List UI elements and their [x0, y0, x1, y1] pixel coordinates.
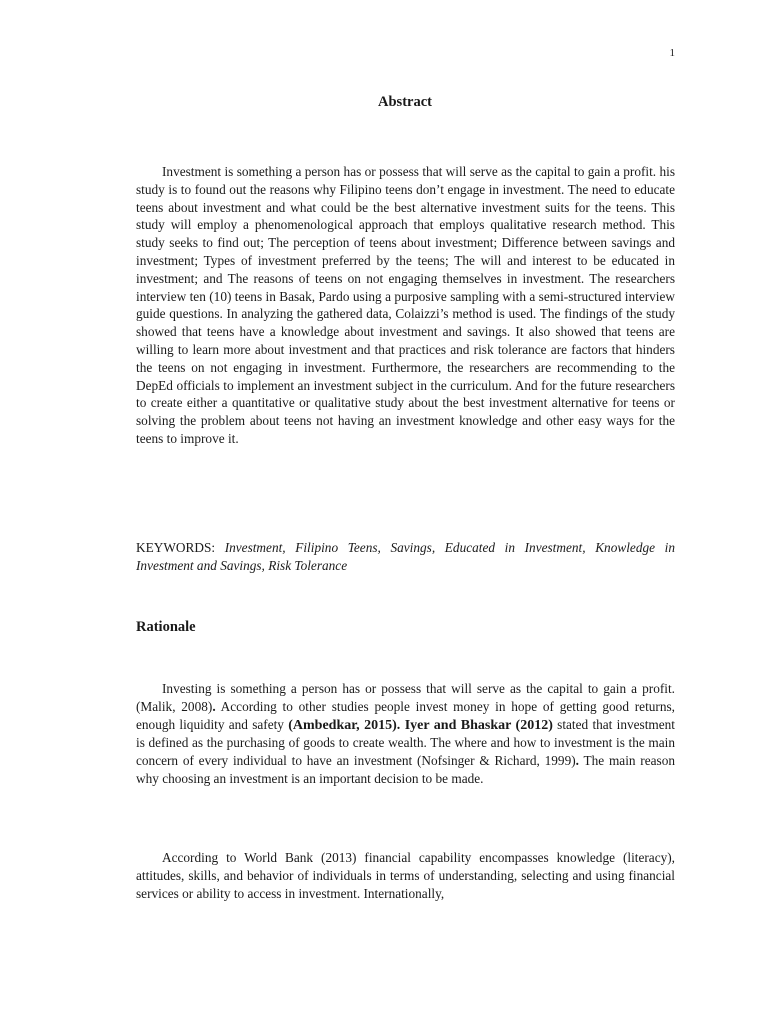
- rationale-p1-part-d: The main reason why choosing an investment is an important decision to be made.: [136, 753, 675, 786]
- keywords-line: [136, 539, 675, 575]
- abstract-heading: Abstract: [378, 94, 432, 110]
- rationale-p1-part-c: stated that investment is defined as the purchasing of goods to create wealth. The where and how to investment is the main concern of every individual to have an investment (Nofsinger & Richard, 1999): [136, 716, 675, 769]
- rationale-p1-period-2: .: [575, 753, 579, 769]
- rationale-paragraph-1: [136, 680, 675, 788]
- rationale-p1-part-a: Investing is something a person has or possess that will serve as the capital to gain a profit. (Malik, 2008): [136, 681, 675, 714]
- rationale-p1-period-1: .: [212, 698, 216, 714]
- keywords-label: KEYWORDS:: [136, 540, 225, 555]
- keywords-terms: Investment, Filipino Teens, Savings, Educated in Investment, Knowledge in Investment and Savings, Risk Tolerance: [136, 540, 675, 573]
- rationale-p1-part-b: According to other studies people invest money in hope of getting good returns, enough liquidity and safety: [136, 698, 675, 732]
- page-number: 1: [669, 47, 675, 59]
- rationale-paragraph-2: According to World Bank (2013) financial capability encompasses knowledge (literacy), attitudes, skills, and behavior of individuals in terms of understanding, selecting and using financial services or ability to access in investment. Internationally,: [136, 850, 675, 901]
- rationale-p1-citation: (Ambedkar, 2015). Iyer and Bhaskar (2012): [288, 717, 553, 733]
- abstract-paragraph: Investment is something a person has or possess that will serve as the capital to gain a profit. his study is to found out the reasons why Filipino teens don’t engage in investment. The need to educate teens about investment and what could be the best alternative investment suits for the teens. This study will employ a phenomenological approach that employs qualitative research method. This study seeks to find out; The perception of teens about investment; Difference between savings and investment; Types of investment preferred by the teens; The will and interest to be educated in investment; and The reasons of teens on not engaging themselves in investment. The researchers interview ten (10) teens in Basak, Pardo using a purposive sampling with a semi-structured interview guide questions. In analyzing the gathered data, Colaizzi’s method is used. The findings of the study showed that teens have a knowledge about investment and savings. It also showed that teens are willing to learn more about investment and that practices and risk tolerance are factors that hinders the teens on not engaging in investment. Furthermore, the researchers are recommending to the DepEd officials to implement an investment subject in the curriculum. And for the future researchers to create either a quantitative or qualitative study about the best investment alternative for teens or solving the problem about teens not having an investment knowledge and other easy ways for the teens to improve it.: [136, 164, 675, 446]
- rationale-heading: Rationale: [136, 619, 196, 635]
